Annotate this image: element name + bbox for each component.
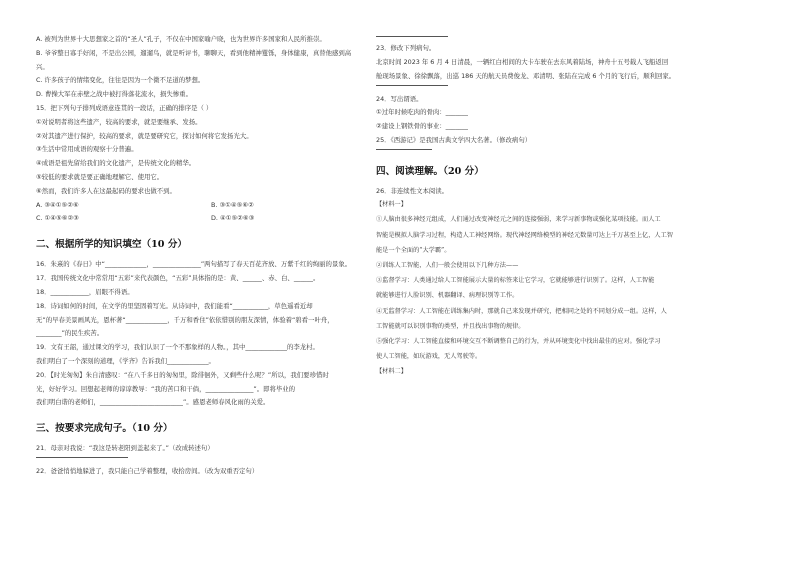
section-2-title: 二、根据所学的知识填空（10 分） bbox=[36, 239, 188, 251]
q25: 25．《西游记》是我国古典文学四大名著。（修改病句） bbox=[376, 135, 532, 144]
q19: 19．文有王韶，通过课文的学习，我们认识了一个不那象样的人物。，其中_____________的李龙村。 bbox=[36, 343, 319, 352]
q22: 22．爸爸悄悄地躲进了，我只能自己学着整理，收拾房间。（改为双重否定句） bbox=[36, 467, 259, 476]
q15-option-d[interactable]: D. ④①⑤②⑥③ bbox=[211, 214, 255, 223]
q18a: 18．____________，眉眼不得语。 bbox=[36, 287, 134, 296]
material-1-line: 能是一个全面的“大学霸”。 bbox=[376, 246, 451, 254]
q15-item: ③生活中常用成语的观察十分普遍。 bbox=[36, 145, 138, 154]
q22-answer-line[interactable] bbox=[376, 36, 448, 37]
q15-option-a[interactable]: A. ③④①⑤②⑥ bbox=[36, 200, 79, 209]
q14-option-b: B. 爷爷整日寡手好闲，不是出公园，遛遛鸟，就是听评书，聊聊天，看到他精神矍铄，身体健康，真替他感到高 bbox=[36, 48, 352, 57]
q20: 20．【时光匆匆】朱自清感叹：“在八千多日的匆匆里，除徘徊外，又剩些什么呢？”所以，我们要珍惜时 bbox=[36, 370, 329, 379]
q18b-cont: ________”的民生疾苦。 bbox=[36, 329, 104, 338]
q15-stem: 15．把下列句子排列成语意连贯的一段话，正确的排序是（ ） bbox=[36, 103, 213, 112]
q15-item: ⑥然而，我们许多人在这最起码的要求也做不到。 bbox=[36, 186, 176, 195]
q15-item: ④成语是祖先留给我们的文化遗产，是传统文化的精华。 bbox=[36, 159, 196, 168]
material-1-line: ③监督学习：人类通过给人工智能展示大量的标签来让它学习，它就能够进行识别了。这样，人工智能 bbox=[376, 277, 655, 285]
q21: 21．母亲对我说：“我这是转老阳到盖起来了。”（改成转述句） bbox=[36, 444, 214, 453]
section-3-title: 三、按要求完成句子。（10 分） bbox=[36, 423, 173, 435]
q23-answer-line[interactable] bbox=[376, 85, 448, 86]
q24-item: ②建设上钢铁骨的事业：_______ bbox=[376, 122, 469, 131]
material-1-line: ①人脑由很多神经元组成，人们通过改变神经元之间的连接强弱，来学习新事物或强化某项技能。而人工 bbox=[376, 216, 661, 224]
right-column bbox=[376, 34, 758, 383]
q21-answer-line[interactable] bbox=[36, 457, 128, 458]
material-1-line: ⑤强化学习：人工智能直接和环境交互不断调整自己的行为，并从环境变化中找出最佳的应对。强化学习 bbox=[376, 337, 661, 345]
material-1-line: 工智能就可以识别事物的类型，并且找出事物的规律。 bbox=[376, 322, 525, 330]
q15-item: ①对说明者将这些遗产，较高的要求，就是要继承、发扬。 bbox=[36, 117, 202, 126]
q14-option-c: C. 许多孩子的情绪变化，往往是因为一个微不足道的梦想。 bbox=[36, 76, 205, 85]
q24-item: ①过年时候吃肉的骨肉：_______ bbox=[376, 108, 469, 117]
q20-cont: 光，好好学习。回想起老师的谆谆教导：“我的苦口和干倘，_______________”。即将毕业的 bbox=[36, 384, 296, 393]
q18b: 18．诗词如何的时间，在文学的里坚固着写光。从诗词中，我们能看“___________，草色遥看近却 bbox=[36, 301, 313, 310]
q16: 16．朱熹的《春日》中“_____________，_______________”两句描写了春天百花齐放、万紫千红的绚丽的景象。 bbox=[36, 260, 352, 269]
material-1-tag: 【材料一】 bbox=[376, 200, 407, 208]
material-1-line: ②训练人工智能，人们一般会使用以下几种方法—— bbox=[376, 261, 519, 269]
q24-stem: 24．写出谓语。 bbox=[376, 94, 423, 103]
material-1-line: ④无监督学习：人工智能在训练集内时，那就自己来发现并研究，把相同之处的不同划分成一组。这样，人 bbox=[376, 307, 667, 315]
q14-option-b-cont: 兴。 bbox=[36, 62, 49, 71]
section-4-title: 四、阅读理解。（20 分） bbox=[376, 165, 484, 177]
q23-text-cont: 舱现场景象、徐徐飘落，出巡 186 天的航天员费俊龙、邓清明、张陆在完成 6 个月的飞行后，顺利回家。 bbox=[376, 71, 676, 80]
q15-options-row-2 bbox=[36, 213, 386, 223]
q23-stem: 23．修改下列病句。 bbox=[376, 44, 436, 52]
q14-option-a: A. 被列为世界十大思想家之首的“圣人”孔子，不仅在中国家喻户晓，也为世界许多国家和人民所推崇。 bbox=[36, 35, 326, 43]
q23-text: 北京时间 2023 年 6 月 4 日清晨，一辆红白相间的大卡车驶在去东风着陆场，神舟十五号载人飞船返回 bbox=[376, 57, 669, 66]
q15-option-b[interactable]: B. ③①④⑤⑥② bbox=[211, 200, 254, 209]
q14-option-d: D. 曹操大军在赤壁之战中被打得落花流水，损失惨重。 bbox=[36, 90, 192, 99]
material-1-line: 使人工智能，如玩游戏，无人驾驶等。 bbox=[376, 353, 482, 361]
q15-option-c[interactable]: C. ①④⑤⑥②③ bbox=[36, 214, 79, 223]
q20-cont: 我们明白谐的老师们，__________________________”。感恩老师春风化雨的关爱。 bbox=[36, 398, 270, 407]
material-2-tag: 【材料二】 bbox=[376, 368, 407, 376]
material-1-line: 就能够进行人脸识别、机器翻译、病理识别等工作。 bbox=[376, 292, 519, 300]
material-1-line: 智能是模拟人脑学习过程，构造人工神经网络。现代神经网络模型的神经元数量可达上千万甚至上亿，人工智 bbox=[376, 231, 673, 239]
left-column bbox=[36, 34, 386, 480]
q17: 17．我国传统文化中常常用“五彩”来代表颜色，“五彩”具体指的是：黄、______、赤、白、______。 bbox=[36, 274, 320, 283]
q15-options-row-1 bbox=[36, 200, 386, 210]
q26-stem: 26．非连续性文本阅读。 bbox=[376, 186, 449, 195]
q25-answer-line[interactable] bbox=[376, 149, 432, 150]
q15-item: ②对其遗产进行保护，较高的要求，就是要研究它，探讨如何将它发扬光大。 bbox=[36, 131, 253, 140]
q18b-cont: 无”的早春美景画风光，恩杯著“_____________，千万和香住”依依惜别的朋友深情，体验着“碧看一叶舟， bbox=[36, 315, 334, 324]
q15-item: ⑤较低的要求就是要正确地理解它、使用它。 bbox=[36, 172, 164, 181]
q19-cont: 我们明白了一个深刻的道理，《学齐》告诉我们_____________。 bbox=[36, 356, 215, 365]
